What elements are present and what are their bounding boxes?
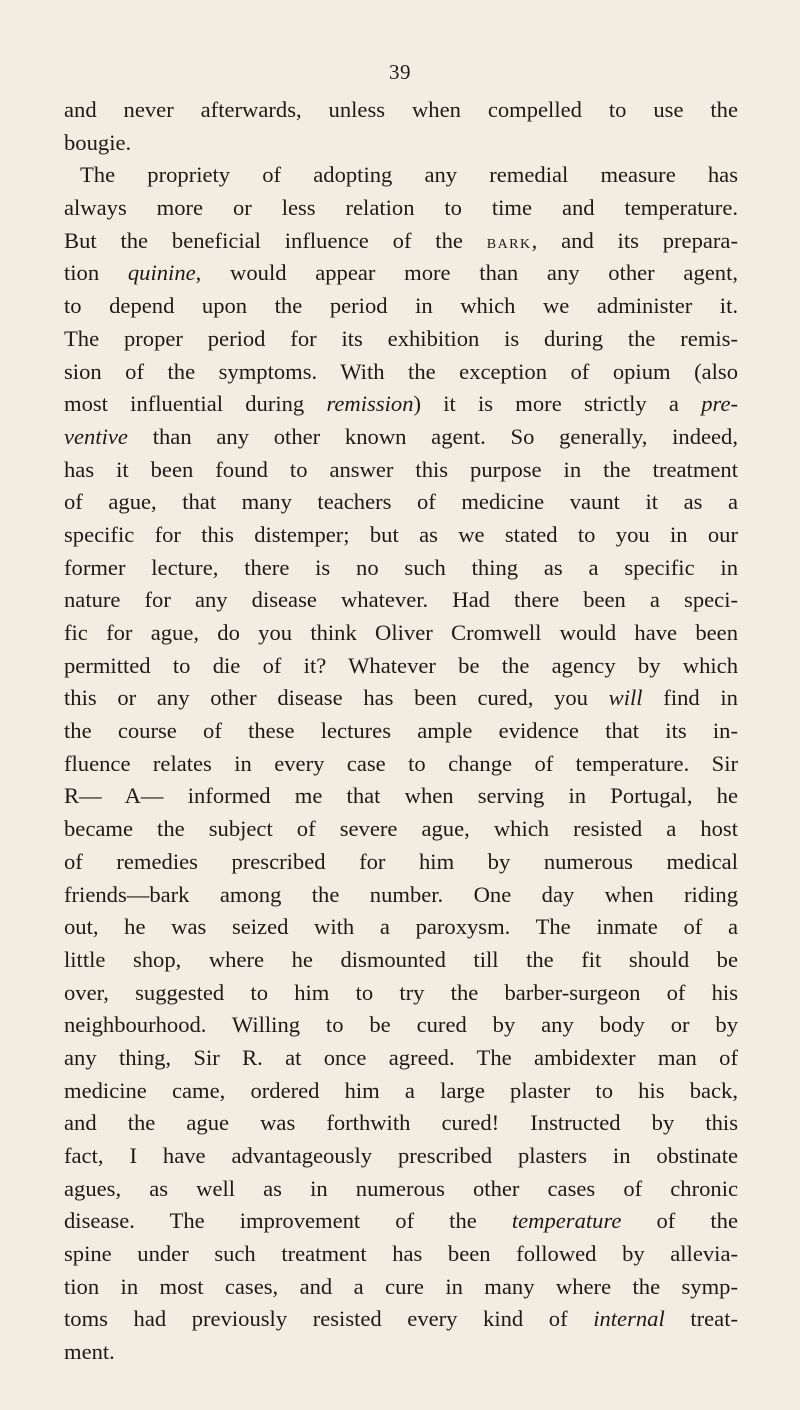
text-line xyxy=(64,1303,738,1336)
line-text: toms had previously resisted every kind of xyxy=(64,1306,594,1332)
text-line xyxy=(64,911,738,944)
text-line xyxy=(64,127,738,160)
line-text: than any other known agent. So generally, indeed, xyxy=(127,423,738,449)
text-line xyxy=(64,1336,738,1369)
line-text: over, suggested to him to try the barber-surgeon of his xyxy=(64,979,738,1005)
italic-text: pre- xyxy=(701,391,738,417)
line-text: neighbourhood. Willing to be cured by any body or by xyxy=(64,1012,738,1038)
line-text: has it been found to answer this purpose in the treatment xyxy=(64,456,738,482)
text-line xyxy=(64,552,738,585)
text-line xyxy=(64,257,738,290)
page-number: 39 xyxy=(389,60,411,84)
text-line xyxy=(64,356,738,389)
text-line xyxy=(64,1238,738,1271)
line-text: tion xyxy=(64,260,128,286)
text-line xyxy=(64,748,738,781)
line-text: out, he was seized with a paroxysm. The inmate of a xyxy=(64,914,738,940)
line-text: the course of these lectures ample evidence that its in- xyxy=(64,718,738,744)
line-text: sion of the symptoms. With the exception of opium (also xyxy=(64,358,738,384)
line-text: medicine came, ordered him a large plaster to his back, xyxy=(64,1077,738,1103)
line-text: any thing, Sir R. at once agreed. The ambidexter man of xyxy=(64,1044,738,1070)
line-text: friends—bark among the number. One day when riding xyxy=(64,881,738,907)
line-text: fact, I have advantageously prescribed plasters in obstinate xyxy=(64,1143,738,1168)
line-text: to depend upon the period in which we administer it. xyxy=(64,293,738,319)
line-text: fic for ague, do you think Oliver Cromwell would have been xyxy=(64,620,738,645)
line-text: and never afterwards, unless when compelled to use the xyxy=(64,97,738,122)
line-text: disease. The improvement of the xyxy=(64,1208,512,1234)
line-text: bougie. xyxy=(64,129,132,155)
text-line xyxy=(64,323,738,356)
line-text: fluence relates in every case to change of temperature. Sir xyxy=(64,750,738,776)
text-line xyxy=(64,650,738,683)
line-text: most influential during xyxy=(64,391,327,417)
text-line xyxy=(64,225,738,258)
text-line xyxy=(64,1075,738,1108)
text-line xyxy=(64,1271,738,1304)
italic-text: ventive xyxy=(64,423,128,449)
line-text: of the xyxy=(621,1208,738,1234)
line-text: nature for any disease whatever. Had there been a speci- xyxy=(64,587,738,613)
text-line xyxy=(64,192,738,225)
text-line xyxy=(64,1205,738,1238)
text-line xyxy=(64,159,738,192)
line-text: tion in most cases, and a cure in many where the symp- xyxy=(64,1273,738,1299)
line-text: of ague, that many teachers of medicine vaunt it as a xyxy=(64,489,738,515)
text-line xyxy=(64,1042,738,1075)
text-line xyxy=(64,617,738,650)
text-line xyxy=(64,584,738,617)
text-line xyxy=(64,421,738,454)
line-text: ) it is more strictly a xyxy=(413,391,702,417)
line-text: treat- xyxy=(664,1306,738,1332)
small-caps-text: bark xyxy=(486,230,532,253)
line-text: , and its prepara- xyxy=(531,227,738,253)
text-line xyxy=(64,519,738,552)
text-line xyxy=(64,846,738,879)
text-line xyxy=(64,879,738,912)
text-line xyxy=(64,715,738,748)
line-text: always more or less relation to time and temperature. xyxy=(64,195,738,221)
line-text: The propriety of adopting any remedial measure has xyxy=(80,162,738,188)
text-line xyxy=(64,486,738,519)
line-text: became the subject of severe ague, which resisted a host xyxy=(64,816,738,842)
italic-text: temperature xyxy=(511,1208,622,1234)
text-line xyxy=(64,290,738,323)
italic-text: remission xyxy=(326,391,414,417)
italic-text: quinine xyxy=(127,260,196,286)
text-line xyxy=(64,1009,738,1042)
line-text: specific for this distemper; but as we stated to you in our xyxy=(64,521,738,547)
body-text xyxy=(64,94,738,1369)
line-text: The proper period for its exhibition is during the remis- xyxy=(64,325,738,351)
text-line xyxy=(64,1140,738,1173)
text-line xyxy=(64,1173,738,1206)
line-text: and the ague was forthwith cured! Instructed by this xyxy=(64,1110,738,1136)
italic-text: will xyxy=(608,685,643,711)
italic-text: internal xyxy=(593,1306,665,1332)
line-text: , would appear more than any other agent, xyxy=(195,260,738,286)
line-text: this or any other disease has been cured, you xyxy=(64,685,609,711)
line-text: former lecture, there is no such thing as a specific in xyxy=(64,554,738,580)
line-text: spine under such treatment has been followed by allevia- xyxy=(64,1241,738,1267)
text-line xyxy=(64,94,738,127)
line-text: of remedies prescribed for him by numerous medical xyxy=(64,848,738,874)
text-line xyxy=(64,977,738,1010)
text-line xyxy=(64,944,738,977)
line-text: find in xyxy=(642,685,738,711)
text-line xyxy=(64,813,738,846)
text-line xyxy=(64,454,738,487)
line-text: agues, as well as in numerous other cases of chronic xyxy=(64,1175,738,1201)
text-line xyxy=(64,682,738,715)
line-text: ment. xyxy=(64,1339,115,1365)
line-text: R— A— informed me that when serving in Portugal, he xyxy=(64,783,738,809)
line-text: permitted to die of it? Whatever be the agency by which xyxy=(64,652,738,678)
line-text: little shop, where he dismounted till the fit should be xyxy=(64,946,738,972)
text-line xyxy=(64,780,738,813)
text-line xyxy=(64,388,738,421)
text-line xyxy=(64,1107,738,1140)
line-text: But the beneficial influence of the xyxy=(64,227,487,253)
